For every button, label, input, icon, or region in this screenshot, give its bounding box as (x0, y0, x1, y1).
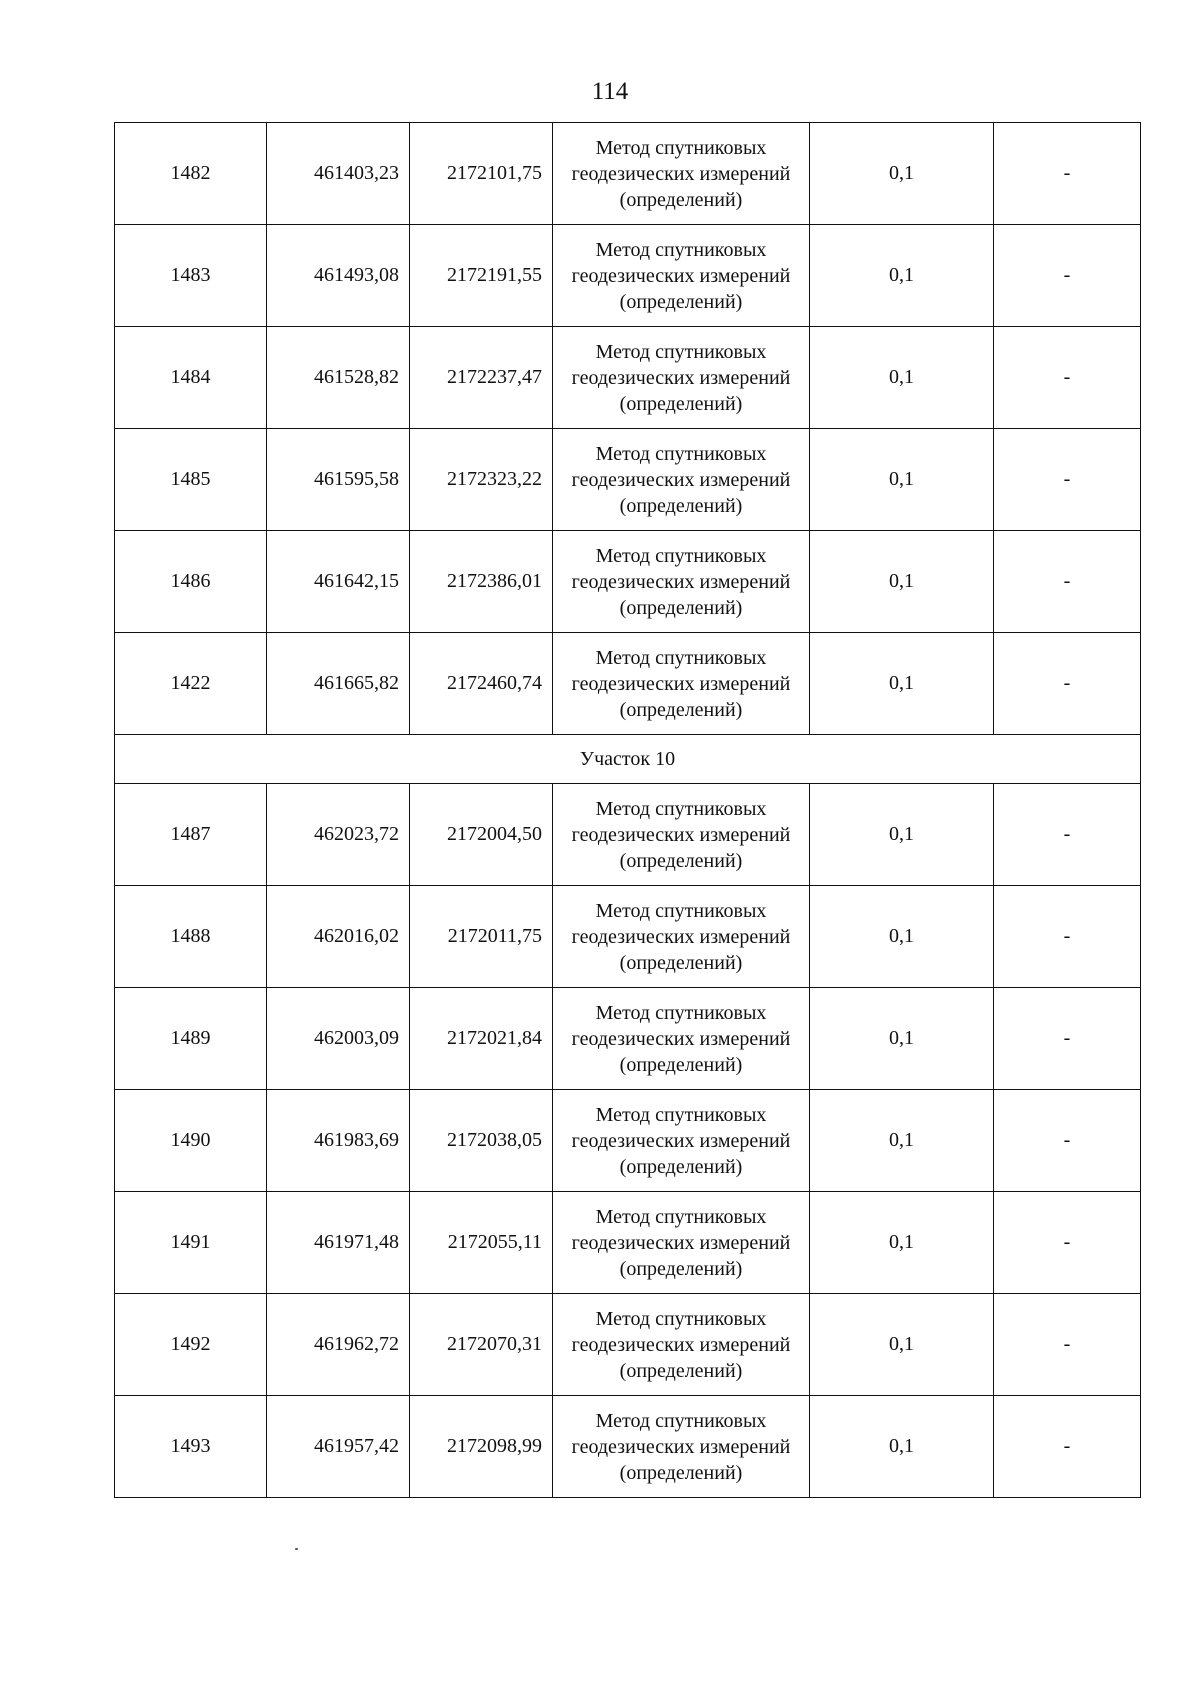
method-cell (553, 1396, 810, 1498)
y-coordinate-cell: 2172237,47 (410, 327, 553, 429)
method-line: геодезических измерений (571, 925, 791, 948)
point-number-cell: 1491 (115, 1192, 267, 1294)
y-coordinate-cell: 2172460,74 (410, 633, 553, 735)
point-number-cell: 1485 (115, 429, 267, 531)
method-line: Метод спутниковых (595, 646, 767, 669)
table-row (115, 886, 1141, 988)
precision-cell: 0,1 (810, 225, 994, 327)
precision-cell: 0,1 (810, 886, 994, 988)
method-line: (определений) (619, 290, 743, 313)
method-cell (553, 1192, 810, 1294)
table-row (115, 784, 1141, 886)
description-cell: - (994, 531, 1141, 633)
table-row (115, 1192, 1141, 1294)
y-coordinate-cell: 2172386,01 (410, 531, 553, 633)
method-line: геодезических измерений (571, 1333, 791, 1356)
point-number-cell: 1483 (115, 225, 267, 327)
point-number-cell: 1487 (115, 784, 267, 886)
method-line: геодезических измерений (571, 570, 791, 593)
page-number: 114 (591, 78, 629, 105)
table-row (115, 225, 1141, 327)
method-line: (определений) (619, 1461, 743, 1484)
method-line: геодезических измерений (571, 366, 791, 389)
y-coordinate-cell: 2172011,75 (410, 886, 553, 988)
description-cell: - (994, 327, 1141, 429)
table-row (115, 1090, 1141, 1192)
method-line: (определений) (619, 1053, 743, 1076)
method-line: (определений) (619, 951, 743, 974)
method-line: (определений) (619, 1359, 743, 1382)
method-line: геодезических измерений (571, 264, 791, 287)
y-coordinate-cell: 2172070,31 (410, 1294, 553, 1396)
method-line: (определений) (619, 596, 743, 619)
description-cell: - (994, 429, 1141, 531)
point-number-cell: 1422 (115, 633, 267, 735)
point-number-cell: 1490 (115, 1090, 267, 1192)
y-coordinate-cell: 2172004,50 (410, 784, 553, 886)
precision-cell: 0,1 (810, 784, 994, 886)
method-line: (определений) (619, 1257, 743, 1280)
point-number-cell: 1482 (115, 123, 267, 225)
point-number-cell: 1484 (115, 327, 267, 429)
precision-cell: 0,1 (810, 531, 994, 633)
method-line: геодезических измерений (571, 468, 791, 491)
y-coordinate-cell: 2172021,84 (410, 988, 553, 1090)
description-cell: - (994, 123, 1141, 225)
method-line: Метод спутниковых (595, 1205, 767, 1228)
y-coordinate-cell: 2172098,99 (410, 1396, 553, 1498)
method-cell (553, 123, 810, 225)
method-cell (553, 225, 810, 327)
description-cell: - (994, 1090, 1141, 1192)
method-line: Метод спутниковых (595, 544, 767, 567)
section-row (115, 735, 1141, 784)
x-coordinate-cell: 461665,82 (267, 633, 410, 735)
x-coordinate-cell: 461493,08 (267, 225, 410, 327)
section-title: Участок 10 (115, 735, 1141, 784)
method-cell (553, 784, 810, 886)
method-cell (553, 327, 810, 429)
method-line: Метод спутниковых (595, 1001, 767, 1024)
method-line: Метод спутниковых (595, 1409, 767, 1432)
method-line: (определений) (619, 494, 743, 517)
x-coordinate-cell: 461595,58 (267, 429, 410, 531)
method-cell (553, 633, 810, 735)
y-coordinate-cell: 2172038,05 (410, 1090, 553, 1192)
point-number-cell: 1492 (115, 1294, 267, 1396)
method-line: (определений) (619, 392, 743, 415)
precision-cell: 0,1 (810, 988, 994, 1090)
method-line: Метод спутниковых (595, 1307, 767, 1330)
point-number-cell: 1493 (115, 1396, 267, 1498)
precision-cell: 0,1 (810, 1192, 994, 1294)
x-coordinate-cell: 461403,23 (267, 123, 410, 225)
method-line: геодезических измерений (571, 823, 791, 846)
method-cell (553, 531, 810, 633)
precision-cell: 0,1 (810, 1090, 994, 1192)
method-line: геодезических измерений (571, 1435, 791, 1458)
table-row (115, 1294, 1141, 1396)
precision-cell: 0,1 (810, 1396, 994, 1498)
point-number-cell: 1489 (115, 988, 267, 1090)
method-line: (определений) (619, 1155, 743, 1178)
precision-cell: 0,1 (810, 633, 994, 735)
table-row (115, 633, 1141, 735)
precision-cell: 0,1 (810, 429, 994, 531)
method-line: Метод спутниковых (595, 1103, 767, 1126)
x-coordinate-cell: 462016,02 (267, 886, 410, 988)
table-row (115, 429, 1141, 531)
method-line: (определений) (619, 849, 743, 872)
y-coordinate-cell: 2172191,55 (410, 225, 553, 327)
method-line: (определений) (619, 188, 743, 211)
method-line: Метод спутниковых (595, 136, 767, 159)
y-coordinate-cell: 2172323,22 (410, 429, 553, 531)
description-cell: - (994, 784, 1141, 886)
description-cell: - (994, 988, 1141, 1090)
table-row (115, 988, 1141, 1090)
table-row (115, 123, 1141, 225)
x-coordinate-cell: 461962,72 (267, 1294, 410, 1396)
coordinates-table-body (115, 123, 1141, 1498)
method-cell (553, 1294, 810, 1396)
table-row (115, 327, 1141, 429)
x-coordinate-cell: 462023,72 (267, 784, 410, 886)
description-cell: - (994, 1294, 1141, 1396)
method-line: геодезических измерений (571, 1027, 791, 1050)
y-coordinate-cell: 2172101,75 (410, 123, 553, 225)
method-cell (553, 429, 810, 531)
table-row (115, 1396, 1141, 1498)
method-line: (определений) (619, 698, 743, 721)
y-coordinate-cell: 2172055,11 (410, 1192, 553, 1294)
method-line: Метод спутниковых (595, 797, 767, 820)
scan-speck (295, 1548, 298, 1550)
point-number-cell: 1488 (115, 886, 267, 988)
x-coordinate-cell: 461957,42 (267, 1396, 410, 1498)
description-cell: - (994, 225, 1141, 327)
method-line: Метод спутниковых (595, 442, 767, 465)
method-line: геодезических измерений (571, 1231, 791, 1254)
description-cell: - (994, 633, 1141, 735)
method-cell (553, 1090, 810, 1192)
method-cell (553, 988, 810, 1090)
method-line: геодезических измерений (571, 162, 791, 185)
point-number-cell: 1486 (115, 531, 267, 633)
method-line: Метод спутниковых (595, 238, 767, 261)
method-line: геодезических измерений (571, 1129, 791, 1152)
x-coordinate-cell: 461528,82 (267, 327, 410, 429)
precision-cell: 0,1 (810, 123, 994, 225)
method-line: Метод спутниковых (595, 340, 767, 363)
x-coordinate-cell: 461642,15 (267, 531, 410, 633)
x-coordinate-cell: 462003,09 (267, 988, 410, 1090)
x-coordinate-cell: 461971,48 (267, 1192, 410, 1294)
description-cell: - (994, 1192, 1141, 1294)
method-line: геодезических измерений (571, 672, 791, 695)
description-cell: - (994, 886, 1141, 988)
precision-cell: 0,1 (810, 327, 994, 429)
table-row (115, 531, 1141, 633)
precision-cell: 0,1 (810, 1294, 994, 1396)
description-cell: - (994, 1396, 1141, 1498)
coordinates-table (114, 122, 1141, 1498)
method-cell (553, 886, 810, 988)
x-coordinate-cell: 461983,69 (267, 1090, 410, 1192)
method-line: Метод спутниковых (595, 899, 767, 922)
